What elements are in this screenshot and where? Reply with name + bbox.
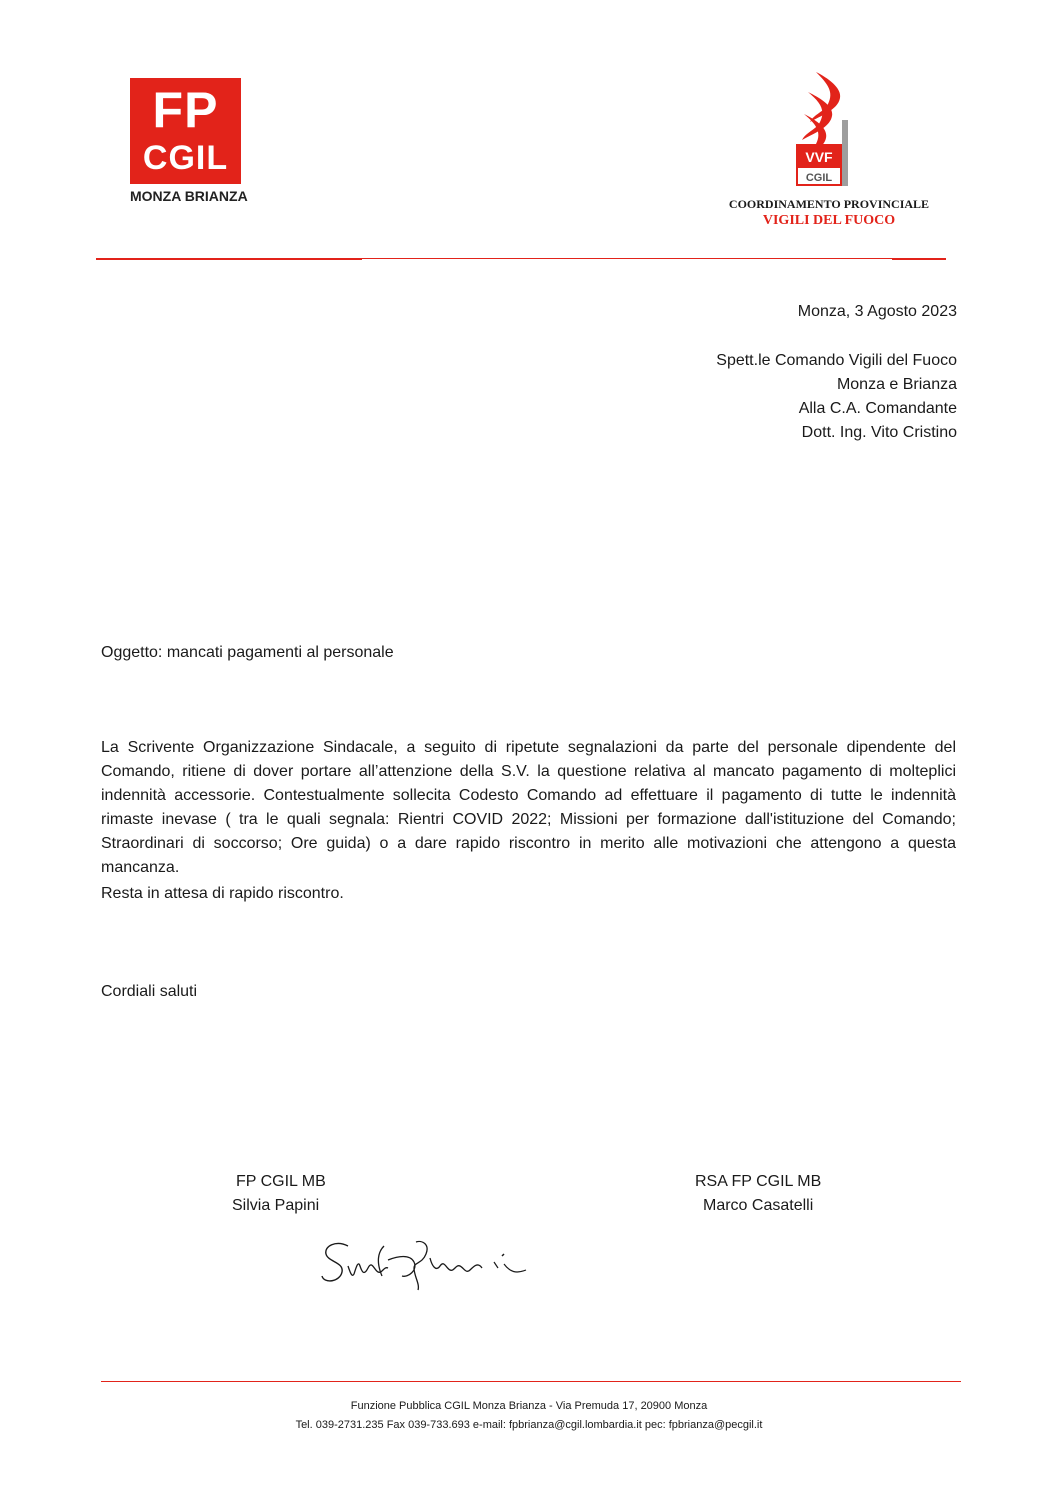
footer-contacts: Tel. 039-2731.235 Fax 039-733.693 e-mail: fpbrianza@cgil.lombardia.it pec: fpbrianza@pecgil.it [295,1419,763,1431]
fp-logo-line1: FP [152,82,219,138]
vvf-flame-icon [794,70,850,190]
handwritten-signature [318,1232,532,1294]
letter-greeting: Cordiali saluti [101,983,198,1000]
signature-left-name: Silvia Papini [232,1197,320,1214]
header-rule-right [892,258,946,260]
vigili-del-fuoco-label: VIGILI DEL FUOCO [762,213,896,228]
recipient-line: Alla C.A. Comandante [798,400,957,417]
letter-date: Monza, 3 Agosto 2023 [797,303,957,320]
footer-address: Funzione Pubblica CGIL Monza Brianza - Via Premuda 17, 20900 Monza [350,1400,708,1412]
signature-left-org: FP CGIL MB [236,1173,326,1190]
signature-right-org: RSA FP CGIL MB [695,1173,822,1190]
recipient-line: Spett.le Comando Vigili del Fuoco [716,352,957,369]
signature-right-name: Marco Casatelli [703,1197,814,1214]
recipient-line: Monza e Brianza [836,376,957,393]
coordinamento-label: COORDINAMENTO PROVINCIALE [728,197,930,211]
vvf-cgil-logo [794,70,850,190]
recipient-line: Dott. Ing. Vito Cristino [801,424,957,441]
fp-logo-line2: CGIL [142,139,229,177]
vvf-badge-sub: CGIL [805,172,833,184]
header-rule-left [96,258,362,260]
recipient-block [716,300,957,445]
vvf-badge-text: VVF [805,149,833,165]
signature-scribble [318,1232,532,1294]
fp-logo-subtitle: MONZA BRIANZA [130,188,248,204]
letter-subject: Oggetto: mancati pagamenti al personale [101,644,394,661]
letter-body: La Scrivente Organizzazione Sindacale, a seguito di ripetute segnalazioni da parte del personale dipendente del Comando, ritiene di dover portare all’attenzione della S.V. la questione relativa al mancato pagamento di molteplici indennità accessorie. Contestualmente sollecita Codesto Comando ad effettuare il pagamento di tutte le indennità rimaste inevase ( tra le quali segnala: Rientri COVID 2022; Missioni per formazione dall'istituzione del Comando; Straordinari di soccorso; Ore guida) o a dare rapido riscontro in merito alle motivazioni che attengono a questa mancanza. [101,739,956,876]
footer-rule [101,1381,961,1382]
letter-closing-line: Resta in attesa di rapido riscontro. [101,885,344,902]
fp-cgil-logo [130,78,241,184]
header-rule-middle [362,258,892,259]
